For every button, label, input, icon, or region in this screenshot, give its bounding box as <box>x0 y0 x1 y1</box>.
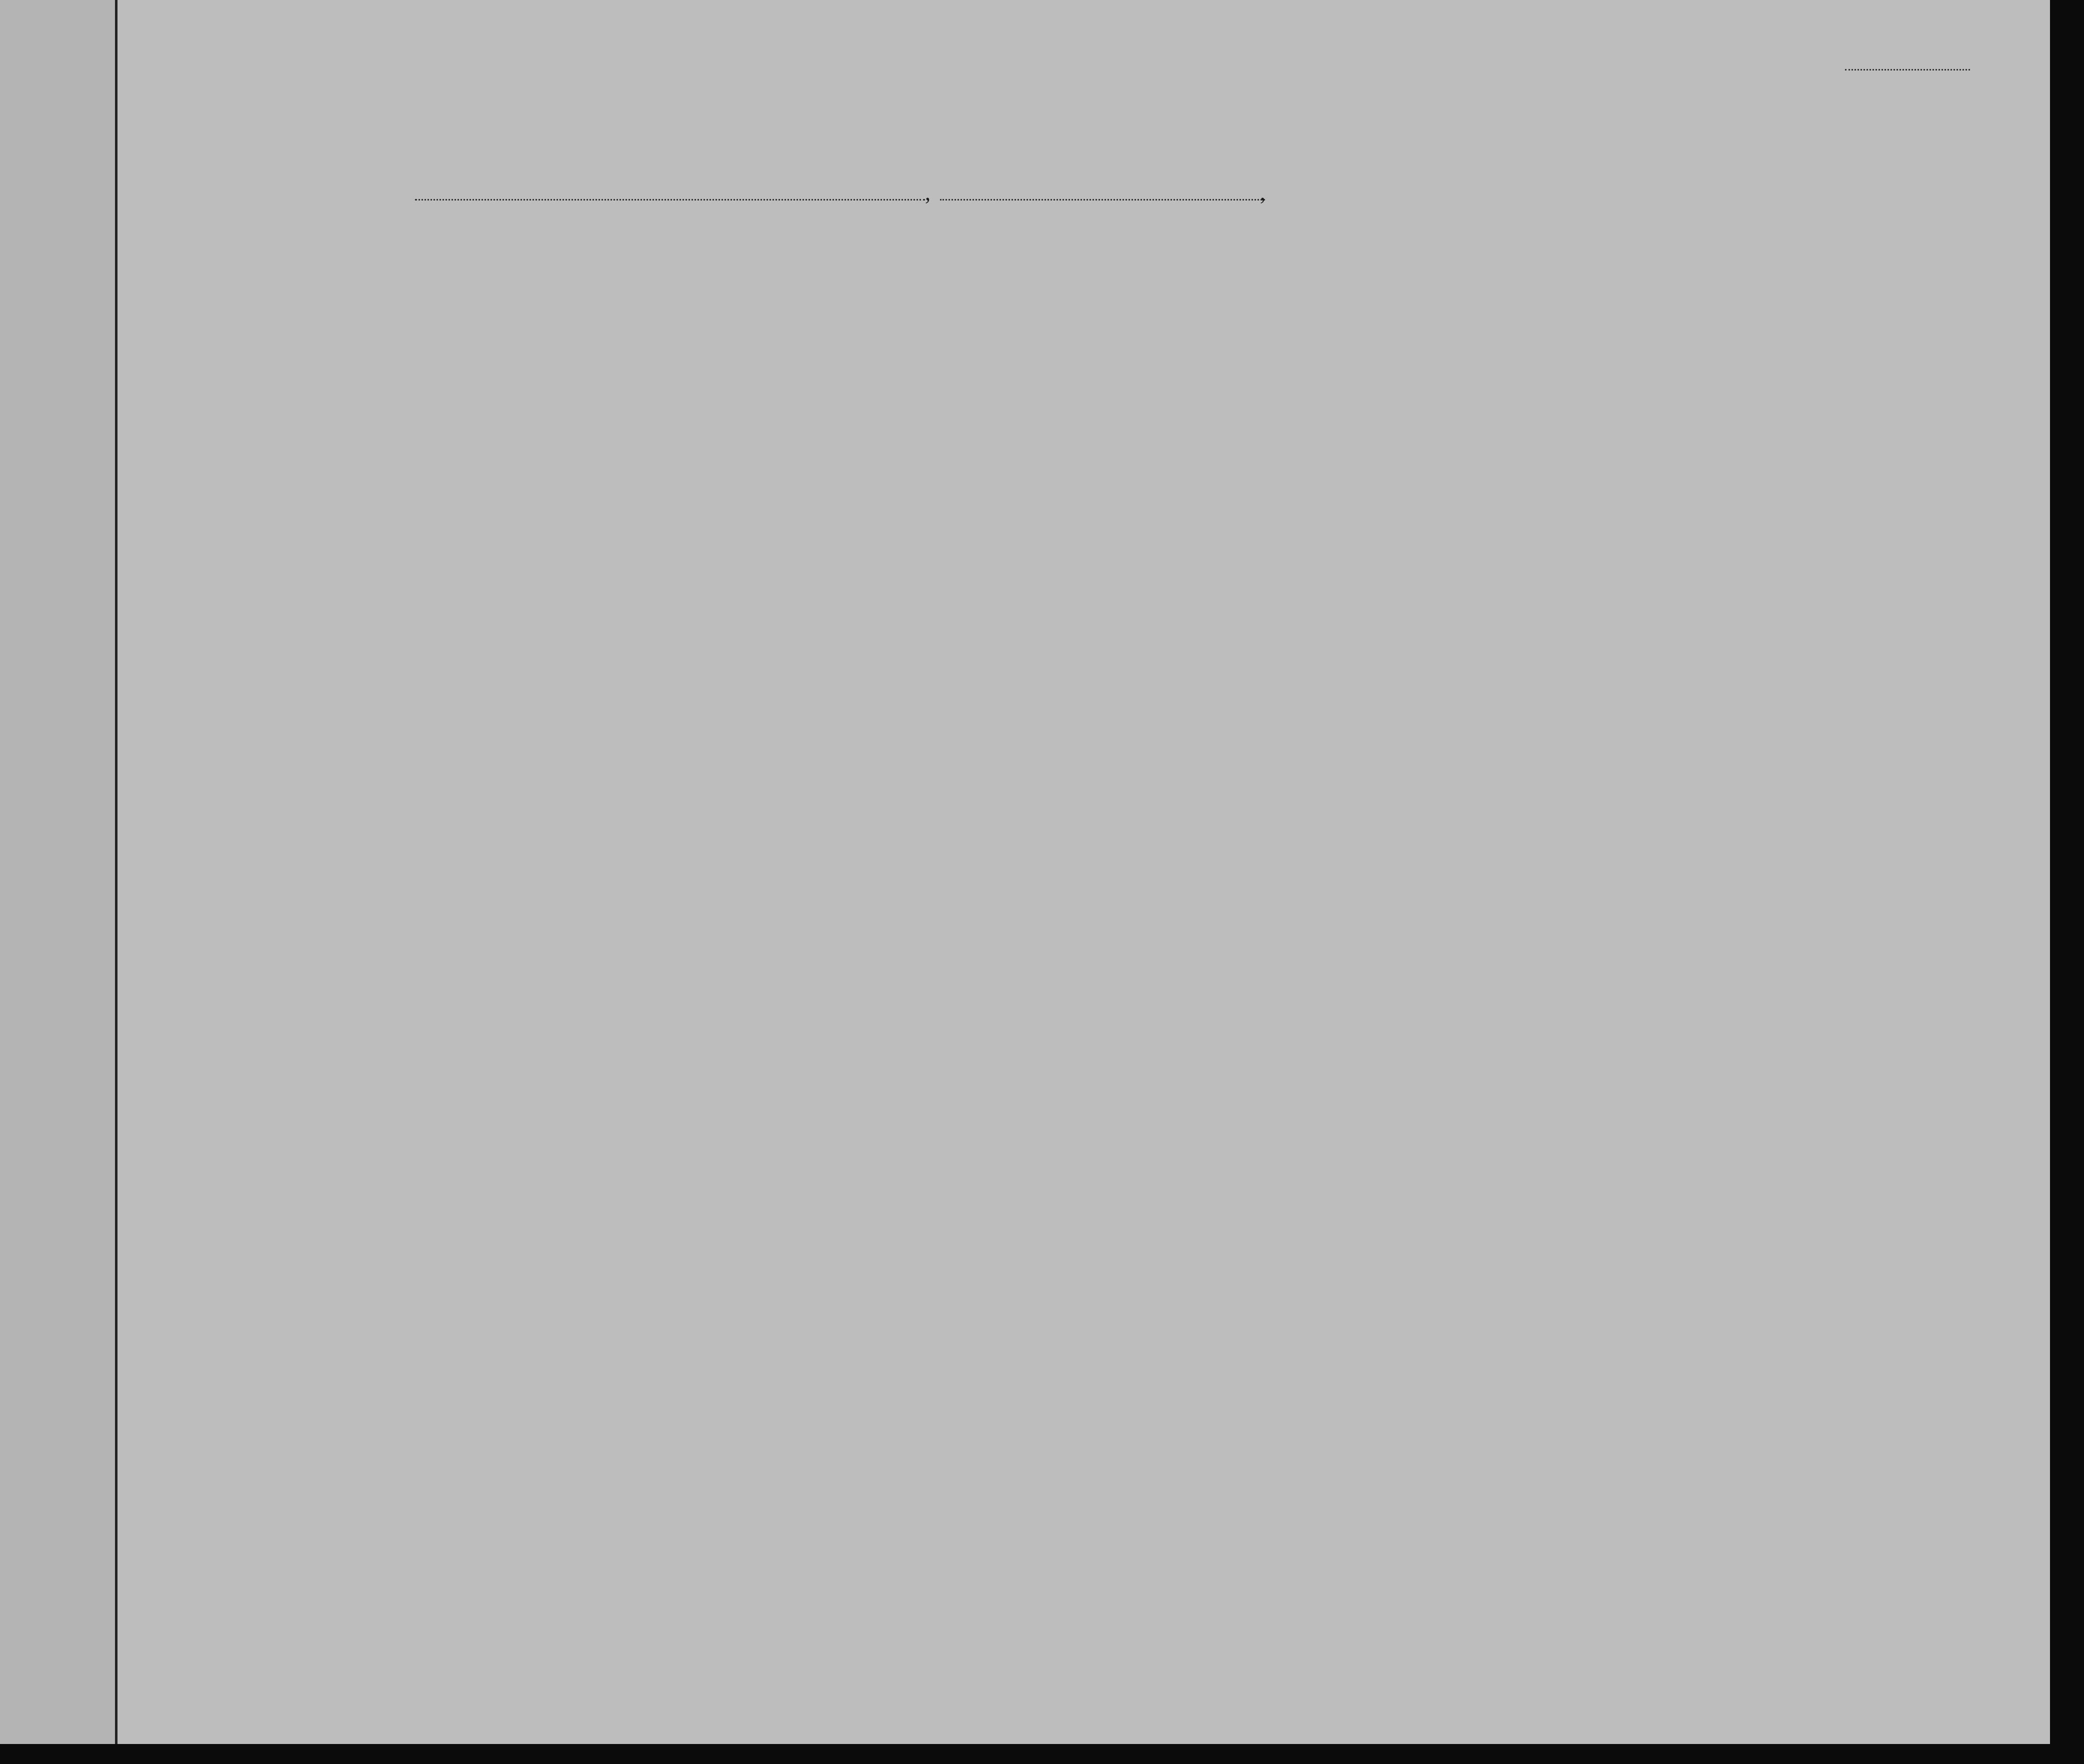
left-adjacent-page-strip <box>0 0 118 1744</box>
comma: , <box>1260 180 1266 205</box>
scan-border-right <box>2050 0 2084 1764</box>
comma: , <box>925 180 930 205</box>
date-blank <box>940 199 1265 200</box>
list-blank <box>1845 69 1970 70</box>
port-blank <box>415 199 925 200</box>
scan-border-bottom <box>0 1744 2084 1764</box>
